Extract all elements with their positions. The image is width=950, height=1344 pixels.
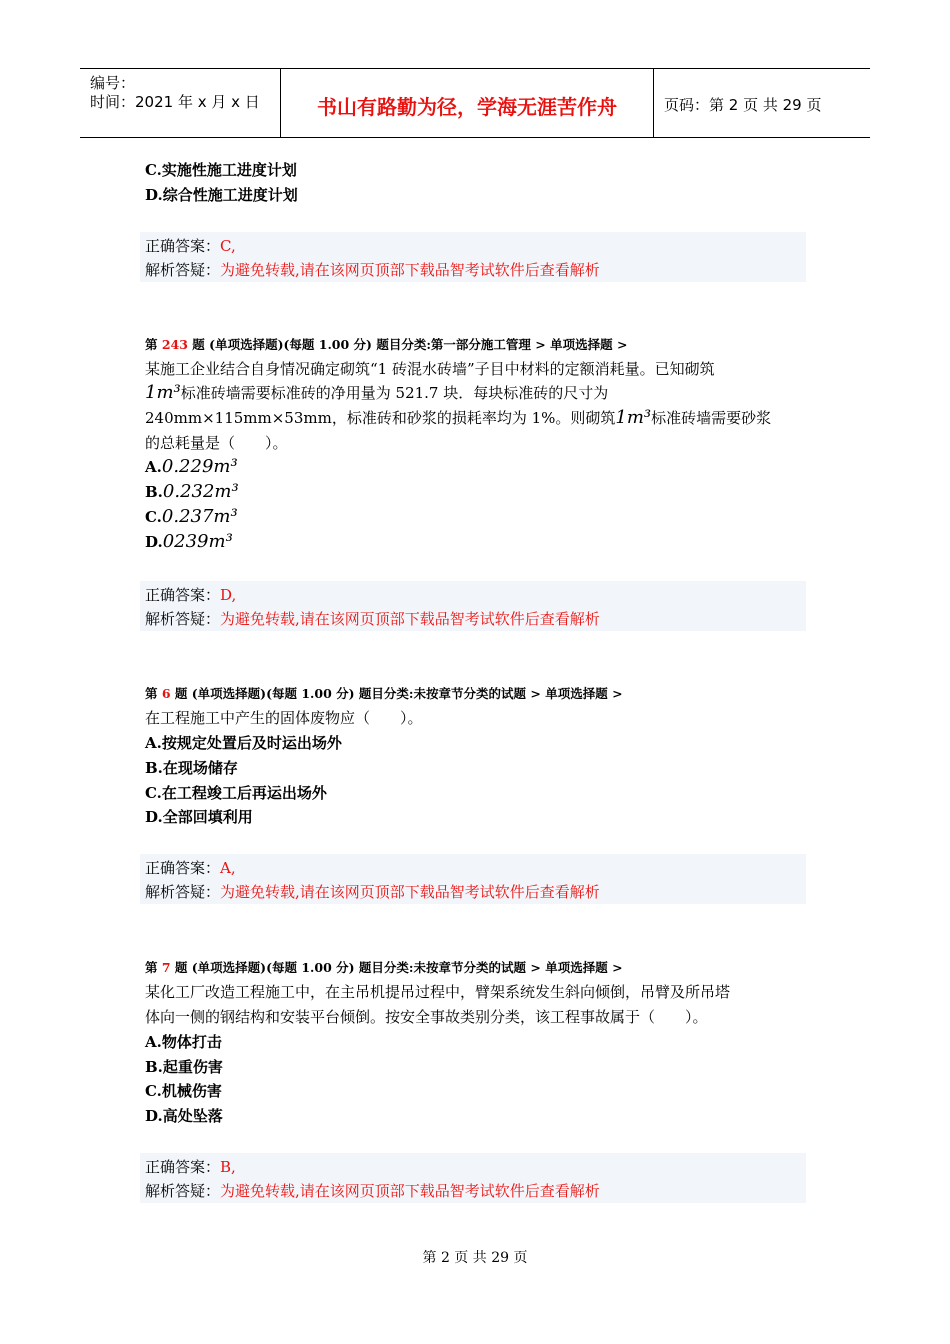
- analysis-value: 为避免转载,请在该网页顶部下载品智考试软件后查看解析: [220, 1182, 600, 1200]
- option-b: [145, 482, 239, 502]
- analysis-line: [145, 260, 600, 280]
- option-text: 0.237m³: [161, 506, 238, 527]
- question-number: 243: [161, 337, 188, 352]
- option-d: [145, 532, 233, 552]
- question-header-suffix: 题 (单项选择题)(每题 1.00 分) 题目分类:未按章节分类的试题 > 单项选择题 >: [170, 686, 623, 701]
- option-d: D.高处坠落: [145, 1107, 223, 1125]
- answer-value: A,: [220, 859, 236, 877]
- analysis-value: 为避免转载,请在该网页顶部下载品智考试软件后查看解析: [220, 883, 600, 901]
- option-c: C.在工程竣工后再运出场外: [145, 784, 327, 802]
- analysis-label: 解析答疑：: [145, 883, 221, 901]
- option-text: 0239m³: [162, 531, 233, 552]
- option-letter: B.: [145, 483, 163, 501]
- analysis-value: 为避免转载,请在该网页顶部下载品智考试软件后查看解析: [220, 610, 600, 628]
- header-page-cell: [654, 69, 870, 137]
- math-1m3: 1m³: [145, 382, 181, 403]
- option-a: A.物体打击: [145, 1033, 222, 1051]
- option-c: C.机械伤害: [145, 1082, 222, 1100]
- motto: 书山有路勤为径，学海无涯苦作舟: [317, 95, 617, 119]
- option-letter: D.: [145, 533, 163, 551]
- question-header: [145, 958, 623, 978]
- question-stem-line: 在工程施工中产生的固体废物应（ ）。: [145, 709, 423, 727]
- page-number-label: 页码：第 2 页 共 29 页: [664, 96, 822, 114]
- question-stem-line: [145, 408, 771, 428]
- analysis-line: [145, 609, 600, 629]
- option-a: [145, 457, 238, 477]
- question-header-suffix: 题 (单项选择题)(每题 1.00 分) 题目分类:第一部分施工管理 > 单项选择题 >: [187, 337, 628, 352]
- option-letter: C.: [145, 508, 162, 526]
- question-number: 6: [161, 686, 171, 701]
- analysis-label: 解析答疑：: [145, 261, 221, 279]
- answer-label: 正确答案：: [145, 859, 221, 877]
- answer-value: B,: [220, 1158, 236, 1176]
- question-header-suffix: 题 (单项选择题)(每题 1.00 分) 题目分类:未按章节分类的试题 > 单项选择题 >: [170, 960, 623, 975]
- page-footer: 第 2 页 共 29 页: [422, 1250, 528, 1266]
- stem-text: 标准砖墙需要砂浆: [651, 409, 772, 427]
- question-stem-line: 的总耗量是（ ）。: [145, 434, 288, 452]
- option-d: D.全部回填利用: [145, 808, 253, 826]
- analysis-line: [145, 1181, 600, 1201]
- option-letter: A.: [145, 458, 162, 476]
- answer-box: [140, 581, 806, 631]
- time-label: 时间：2021 年 x 月 x 日: [90, 93, 260, 111]
- analysis-label: 解析答疑：: [145, 1182, 221, 1200]
- page-header: [80, 68, 870, 138]
- analysis-value: 为避免转载,请在该网页顶部下载品智考试软件后查看解析: [220, 261, 600, 279]
- stem-text: 标准砖墙需要标准砖的净用量为 521.7 块．每块标准砖的尺寸为: [180, 384, 609, 402]
- question-header: [145, 684, 623, 704]
- answer-line: [145, 858, 236, 878]
- question-header: [145, 335, 627, 355]
- answer-label: 正确答案：: [145, 237, 221, 255]
- analysis-line: [145, 882, 600, 902]
- answer-value: C,: [220, 237, 236, 255]
- number-label: 编号：: [90, 74, 136, 92]
- answer-value: D,: [220, 586, 237, 604]
- answer-label: 正确答案：: [145, 586, 221, 604]
- answer-label: 正确答案：: [145, 1158, 221, 1176]
- answer-box: [140, 232, 806, 282]
- option-b: B.起重伤害: [145, 1058, 223, 1076]
- header-meta-cell: [80, 69, 281, 137]
- header-motto-cell: [281, 69, 654, 137]
- math-1m3: 1m³: [615, 407, 652, 428]
- option-c: C.实施性施工进度计划: [145, 161, 297, 179]
- answer-box: [140, 1153, 806, 1203]
- question-header-prefix: 第: [145, 686, 162, 701]
- option-a: A.按规定处置后及时运出场外: [145, 734, 342, 752]
- question-stem-line: 某施工企业结合自身情况确定砌筑“1 砖混水砖墙”子目中材料的定额消耗量。已知砌筑: [145, 360, 715, 378]
- answer-box: [140, 854, 806, 904]
- stem-text: 240mm×115mm×53mm，标准砖和砂浆的损耗率均为 1%。则砌筑: [145, 409, 616, 427]
- option-c: [145, 507, 238, 527]
- option-text: 0.229m³: [161, 456, 238, 477]
- question-stem-line: 某化工厂改造工程施工中，在主吊机提吊过程中，臂架系统发生斜向倾倒，吊臂及所吊塔: [145, 983, 731, 1001]
- answer-line: [145, 236, 236, 256]
- question-stem-line: [145, 383, 608, 403]
- answer-line: [145, 585, 236, 605]
- question-stem-line: 体向一侧的钢结构和安装平台倾倒。按安全事故类别分类，该工程事故属于（ ）。: [145, 1008, 708, 1026]
- answer-line: [145, 1157, 236, 1177]
- question-number: 7: [161, 960, 171, 975]
- option-d: D.综合性施工进度计划: [145, 186, 298, 204]
- option-text: 0.232m³: [162, 481, 239, 502]
- option-b: B.在现场储存: [145, 759, 238, 777]
- question-header-prefix: 第: [145, 337, 162, 352]
- analysis-label: 解析答疑：: [145, 610, 221, 628]
- question-header-prefix: 第: [145, 960, 162, 975]
